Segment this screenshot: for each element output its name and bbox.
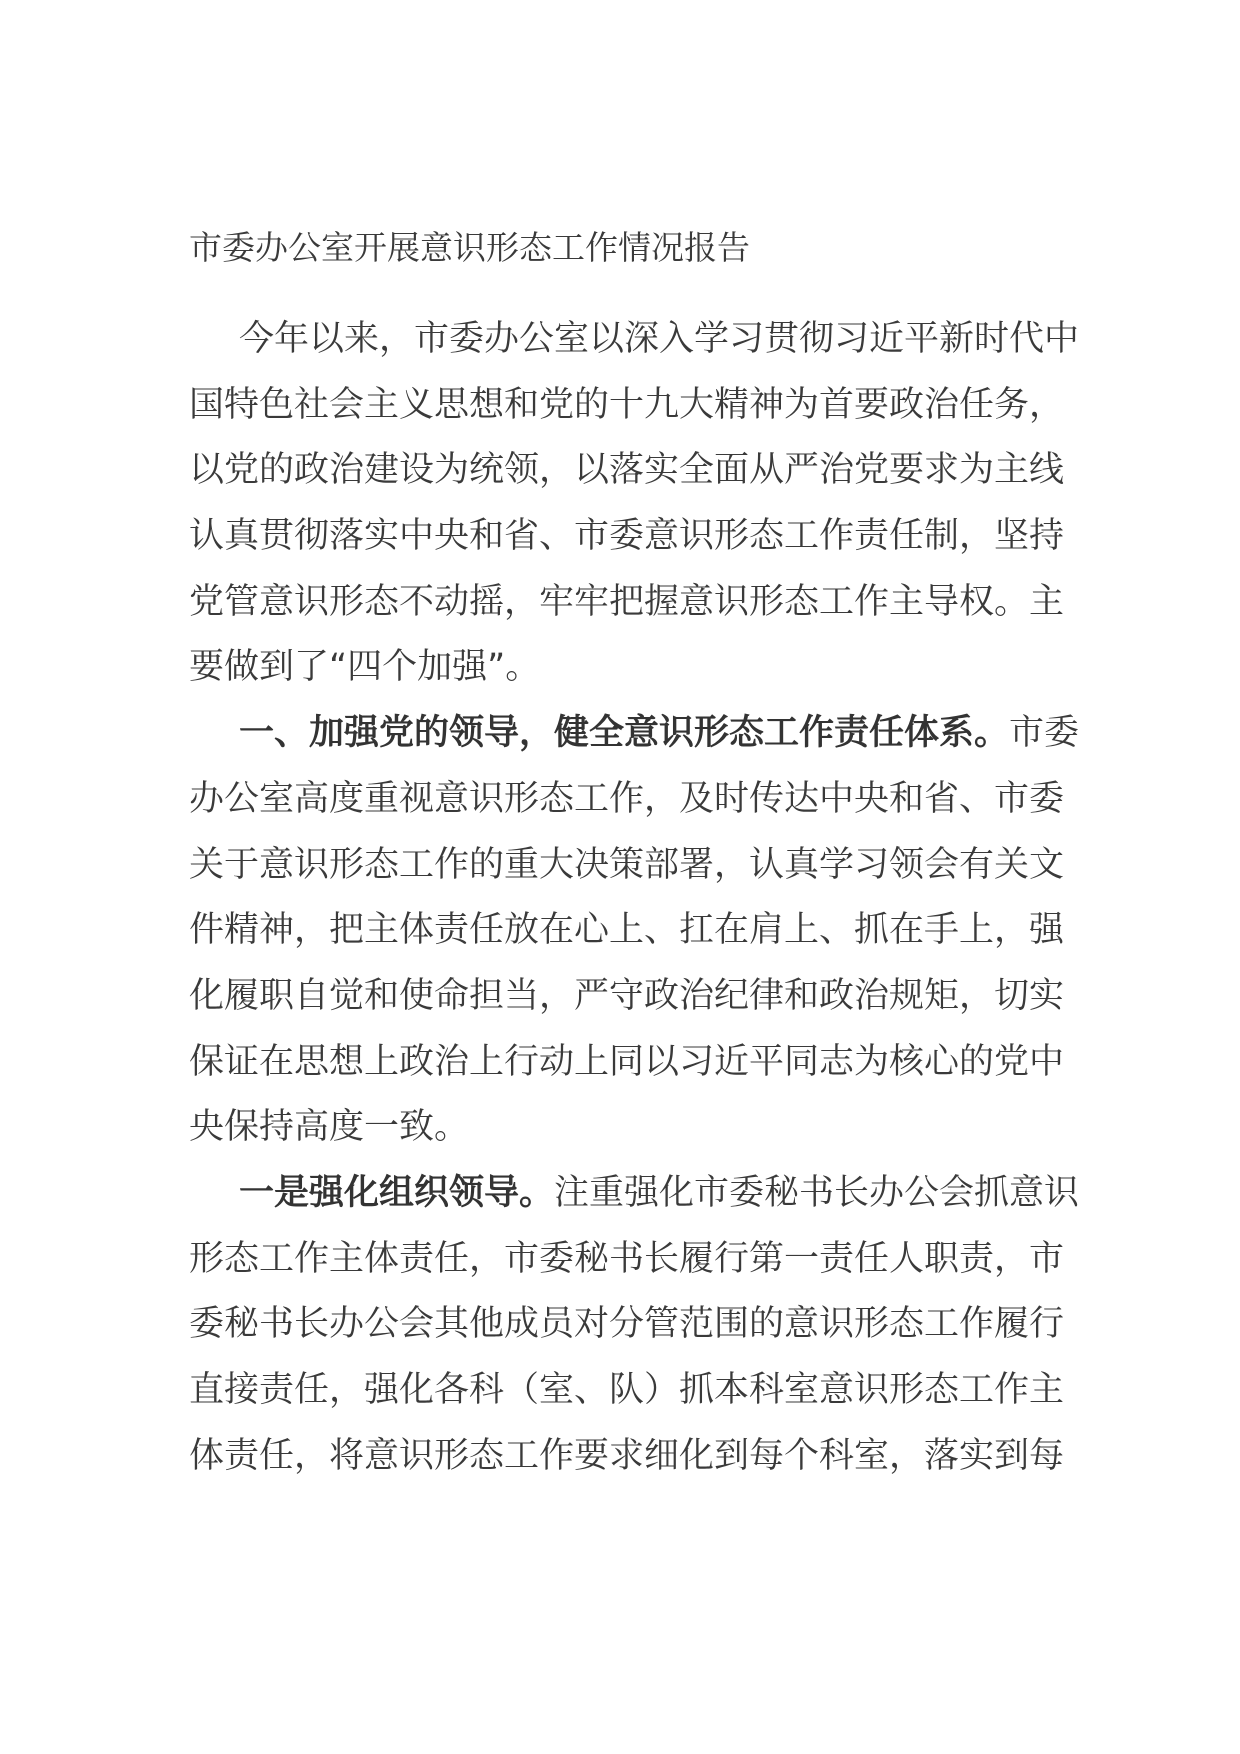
text-line: 党管意识形态不动摇，牢牢把握意识形态工作主导权。主 <box>189 581 1065 622</box>
text-line: 国特色社会主义思想和党的十九大精神为首要政治任务， <box>189 384 1065 425</box>
text-run: 市委 <box>1009 713 1080 754</box>
text-line: 化履职自觉和使命担当，严守政治纪律和政治规矩，切实 <box>189 975 1065 1016</box>
text-line: 直接责任，强化各科（室、队）抓本科室意识形态工作主 <box>189 1370 1065 1410</box>
subsection-heading: 一是强化组织领导。 <box>239 1172 555 1213</box>
text-line: 认真贯彻落实中央和省、市委意识形态工作责任制，坚持 <box>189 516 1065 557</box>
text-line: 以党的政治建设为统领，以落实全面从严治党要求为主线 <box>189 450 1065 491</box>
text-line: 办公室高度重视意识形态工作，及时传达中央和省、市委 <box>189 778 1065 819</box>
text-line: 件精神，把主体责任放在心上、扛在肩上、抓在手上，强 <box>189 910 1065 951</box>
text-line: 形态工作主体责任，市委秘书长履行第一责任人职责，市 <box>189 1238 1065 1279</box>
text-run: 注重强化市委秘书长办公会抓意识 <box>554 1172 1080 1213</box>
text-line: 要做到了“四个加强”。 <box>189 647 541 688</box>
text-line: 央保持高度一致。 <box>189 1107 470 1148</box>
text-line: 委秘书长办公会其他成员对分管范围的意识形态工作履行 <box>189 1304 1065 1345</box>
text-line <box>189 701 1080 767</box>
document-body <box>189 307 1080 1489</box>
text-line <box>189 1161 1080 1227</box>
paragraph-intro <box>189 307 1080 701</box>
text-line: 关于意识形态工作的重大决策部署，认真学习领会有关文 <box>189 844 1065 885</box>
text-line: 今年以来，市委办公室以深入学习贯彻习近平新时代中 <box>239 319 1080 359</box>
text-line: 保证在思想上政治上行动上同以习近平同志为核心的党中 <box>189 1041 1065 1082</box>
paragraph-subsection-1 <box>189 1161 1080 1489</box>
document-title: 市委办公室开展意识形态工作情况报告 <box>189 228 750 267</box>
section-heading: 一、加强党的领导，健全意识形态工作责任体系。 <box>239 713 1010 754</box>
text-line: 体责任，将意识形态工作要求细化到每个科室，落实到每 <box>189 1435 1065 1476</box>
paragraph-section-1 <box>189 701 1080 1161</box>
